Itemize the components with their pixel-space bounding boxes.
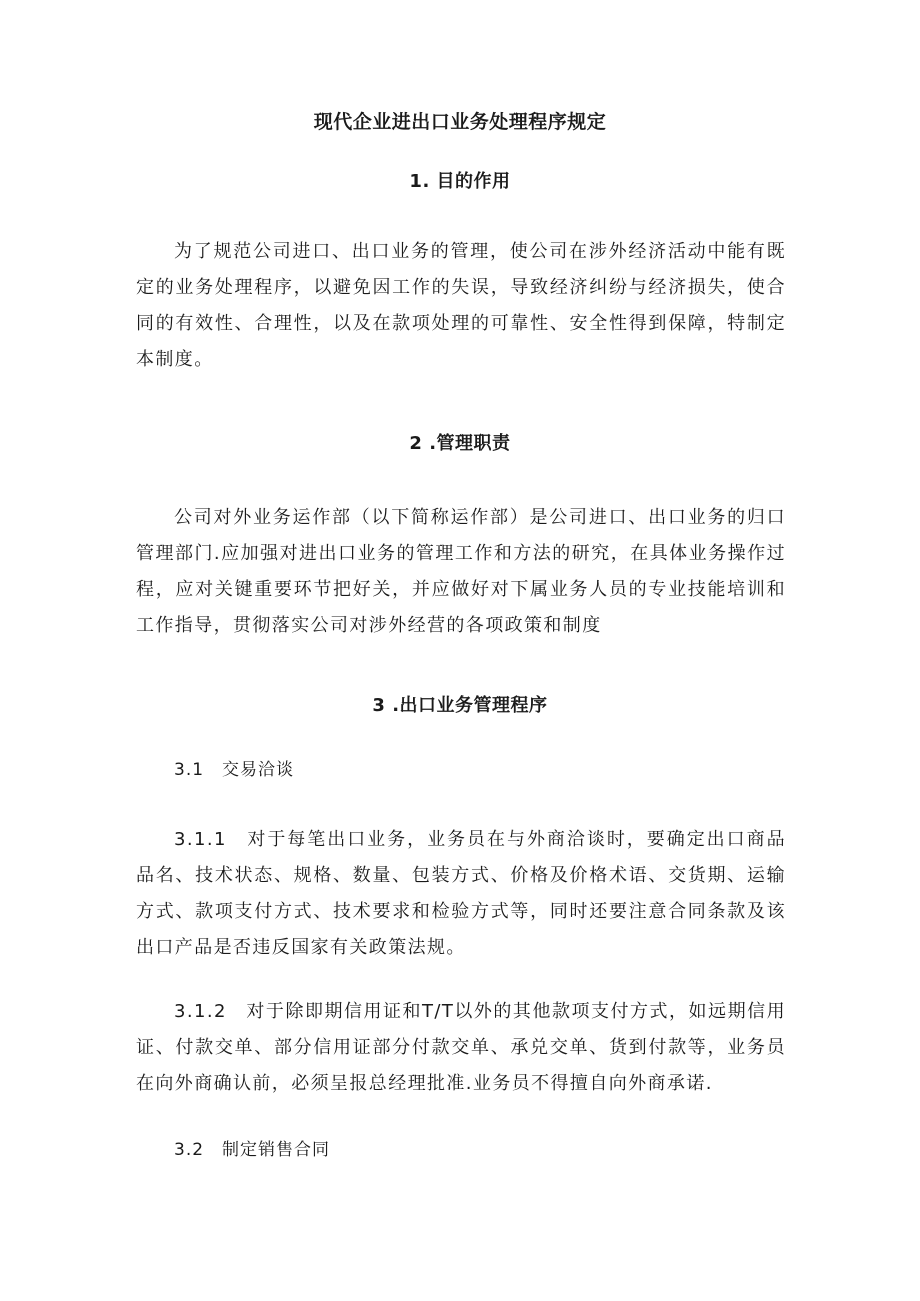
item-3-1-1-paragraph: 3.1.1 对于每笔出口业务，业务员在与外商洽谈时，要确定出口商品品名、技术状态、规格、数量、包装方式、价格及价格术语、交货期、运输方式、款项支付方式、技术要求和检验方式等，同时还要注意合同条款及该出口产品是否违反国家有关政策法规。 bbox=[136, 829, 786, 958]
subsection-3-2-label: 3.2 制定销售合同 bbox=[174, 1140, 331, 1160]
section-2-paragraph: 公司对外业务运作部（以下简称运作部）是公司进口、出口业务的归口管理部门.应加强对进出口业务的管理工作和方法的研究，在具体业务操作过程，应对关键重要环节把好关，并应做好对下属业务人员的专业技能培训和工作指导，贯彻落实公司对涉外经营的各项政策和制度 bbox=[136, 507, 786, 636]
section-heading-3: 3 .出口业务管理程序 bbox=[372, 695, 548, 716]
item-3-1-2-paragraph: 3.1.2 对于除即期信用证和T/T以外的其他款项支付方式，如远期信用证、付款交单、部分信用证部分付款交单、承兑交单、货到付款等，业务员在向外商确认前，必须呈报总经理批准.业务员不得擅自向外商承诺. bbox=[136, 1001, 786, 1094]
section-heading-2: 2 .管理职责 bbox=[409, 433, 511, 454]
section-heading-1: 1. 目的作用 bbox=[409, 171, 511, 192]
subsection-3-1-label: 3.1 交易洽谈 bbox=[174, 760, 295, 780]
document-title: 现代企业进出口业务处理程序规定 bbox=[313, 111, 607, 133]
section-1-paragraph: 为了规范公司进口、出口业务的管理，使公司在涉外经济活动中能有既定的业务处理程序，以避免因工作的失误，导致经济纠纷与经济损失，使合同的有效性、合理性，以及在款项处理的可靠性、安全性得到保障，特制定本制度。 bbox=[136, 241, 786, 370]
